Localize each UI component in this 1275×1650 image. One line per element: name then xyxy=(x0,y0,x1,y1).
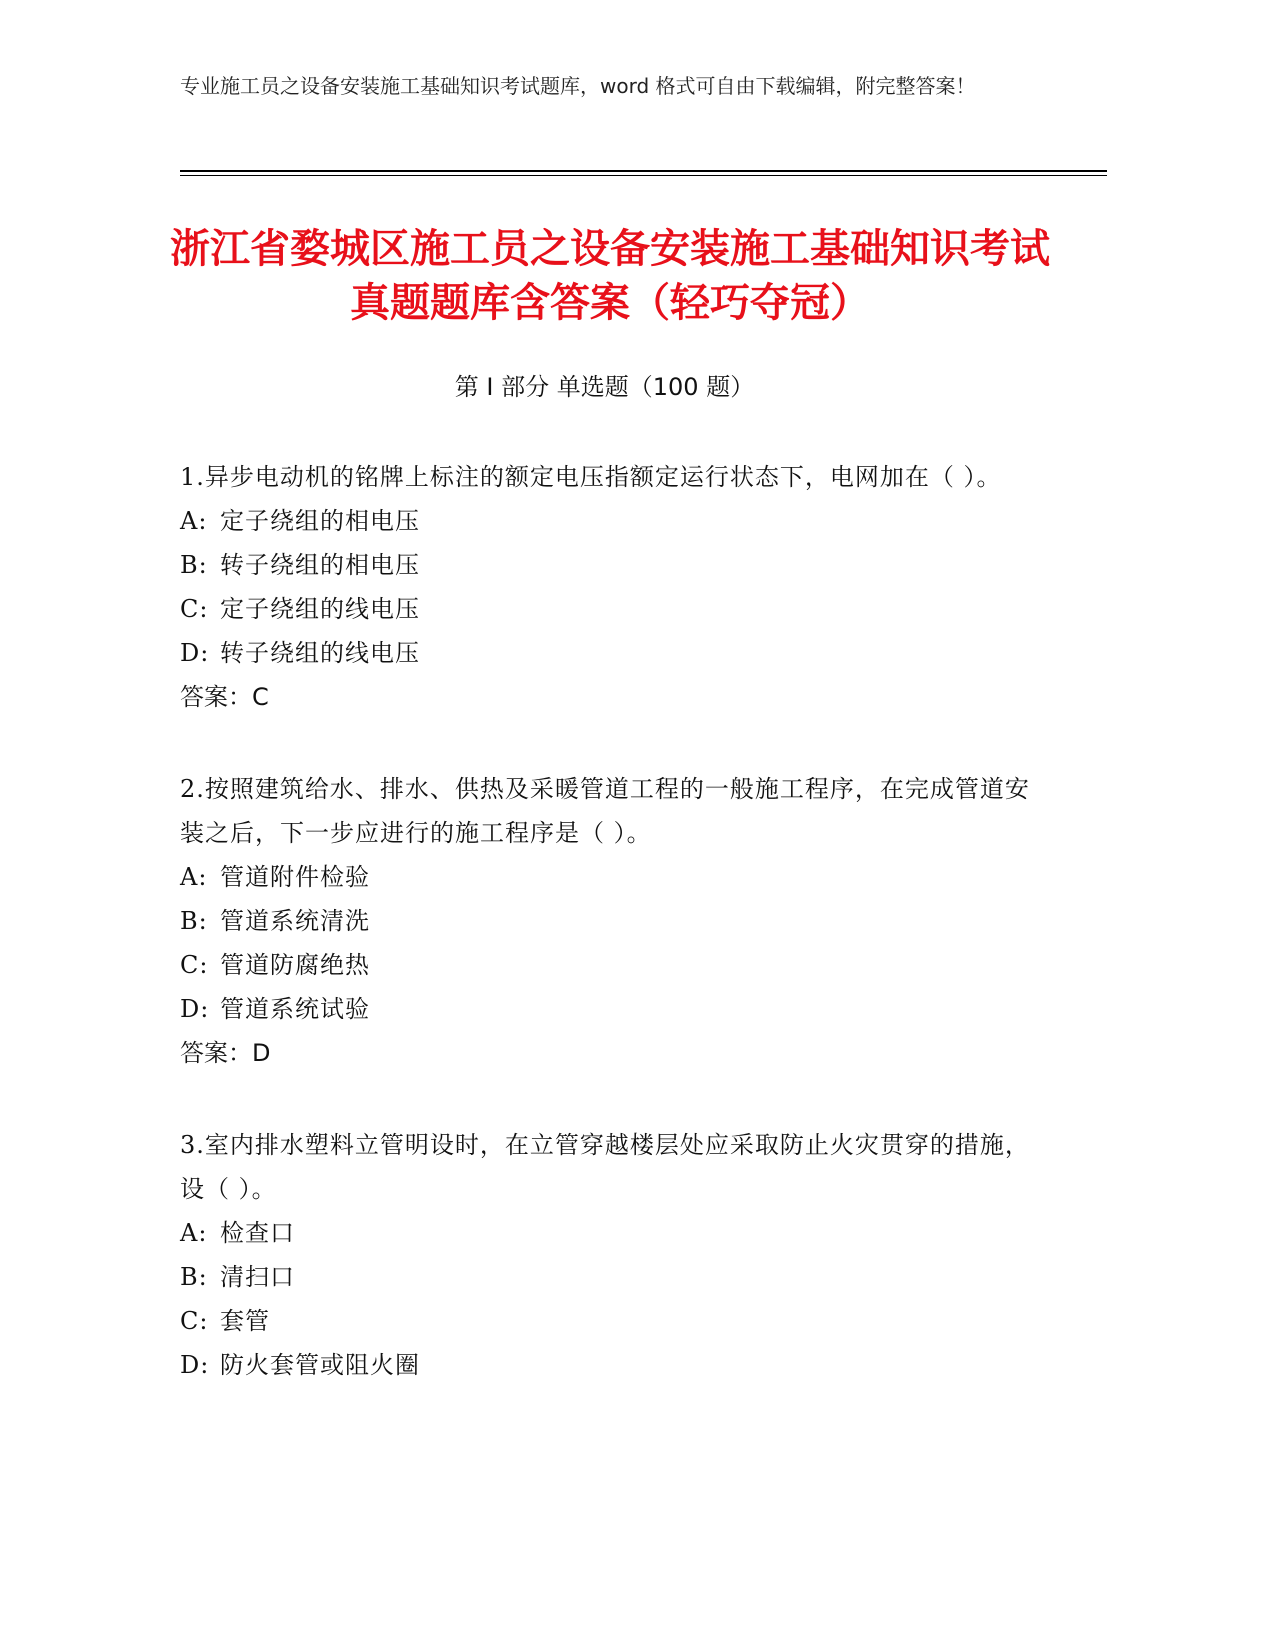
question-3 xyxy=(180,1123,1030,1387)
option-key: C: xyxy=(180,951,209,979)
header-divider-thick xyxy=(180,170,1107,172)
option-key: C: xyxy=(180,595,209,623)
option-text: 管道防腐绝热 xyxy=(220,951,370,979)
option-key: D: xyxy=(180,995,210,1023)
option-key: B: xyxy=(180,1263,208,1291)
question-1 xyxy=(180,455,1030,719)
option-text: 定子绕组的线电压 xyxy=(220,595,420,623)
question-stem: 1.异步电动机的铭牌上标注的额定电压指额定运行状态下，电网加在（ ）。 xyxy=(180,463,1002,491)
answer-line: 答案：D xyxy=(180,1039,271,1067)
question-2 xyxy=(180,767,1030,1075)
option-a xyxy=(180,855,1030,899)
header-divider-thin xyxy=(180,175,1107,176)
option-text: 防火套管或阻火圈 xyxy=(220,1351,420,1379)
option-a xyxy=(180,499,1030,543)
option-c xyxy=(180,1299,1030,1343)
header-note: 专业施工员之设备安装施工基础知识考试题库，word 格式可自由下载编辑，附完整答案！ xyxy=(180,74,976,98)
option-text: 管道附件检验 xyxy=(220,863,370,891)
option-key: A: xyxy=(180,863,208,891)
option-key: A: xyxy=(180,507,208,535)
question-stem: 2.按照建筑给水、排水、供热及采暖管道工程的一般施工程序，在完成管道安装之后，下一步应进行的施工程序是（ ）。 xyxy=(180,775,1030,847)
option-text: 清扫口 xyxy=(220,1263,295,1291)
option-d xyxy=(180,1343,1030,1387)
option-text: 转子绕组的相电压 xyxy=(220,551,420,579)
option-a xyxy=(180,1211,1030,1255)
option-key: B: xyxy=(180,907,208,935)
option-d xyxy=(180,987,1030,1031)
option-key: C: xyxy=(180,1307,209,1335)
document-title: 浙江省婺城区施工员之设备安装施工基础知识考试真题题库含答案（轻巧夺冠） xyxy=(170,226,1050,326)
option-text: 套管 xyxy=(220,1307,270,1335)
option-key: A: xyxy=(180,1219,208,1247)
option-text: 检查口 xyxy=(220,1219,295,1247)
option-d xyxy=(180,631,1030,675)
question-stem: 3.室内排水塑料立管明设时，在立管穿越楼层处应采取防止火灾贯穿的措施，设（ ）。 xyxy=(180,1131,1030,1203)
option-key: D: xyxy=(180,1351,210,1379)
option-text: 转子绕组的线电压 xyxy=(220,639,420,667)
answer-line: 答案：C xyxy=(180,683,269,711)
question-list xyxy=(180,455,1030,1435)
option-text: 管道系统试验 xyxy=(220,995,370,1023)
option-b xyxy=(180,899,1030,943)
option-key: B: xyxy=(180,551,208,579)
option-key: D: xyxy=(180,639,210,667)
option-b xyxy=(180,543,1030,587)
option-text: 管道系统清洗 xyxy=(220,907,370,935)
option-c xyxy=(180,587,1030,631)
option-text: 定子绕组的相电压 xyxy=(220,507,420,535)
option-c xyxy=(180,943,1030,987)
option-b xyxy=(180,1255,1030,1299)
section-title: 第 I 部分 单选题（100 题） xyxy=(454,373,755,401)
